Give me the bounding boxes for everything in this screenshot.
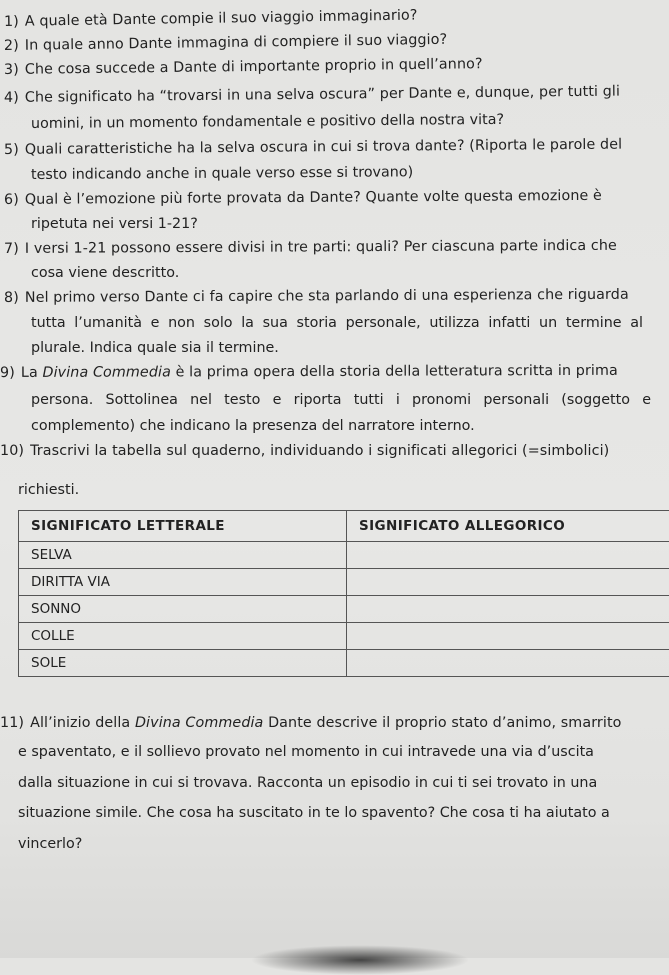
question-number: 1) <box>4 14 19 30</box>
question-9-continuation-1: persona. Sottolinea nel testo e riporta tutti i pronomi personali (soggetto e <box>31 390 651 410</box>
question-text: Che cosa succede a Dante di importante proprio in quell’anno? <box>25 56 483 78</box>
question-11-continuation-2: dalla situazione in cui si trovava. Racconta un episodio in cui ti sei trovato in una <box>18 773 669 793</box>
question-text: I versi 1-21 possono essere divisi in tre parti: quali? Per ciascuna parte indica che <box>25 238 617 257</box>
header-literal-meaning: SIGNIFICATO LETTERALE <box>19 511 347 542</box>
question-8 <box>4 285 629 308</box>
question-11-continuation-4: vincerlo? <box>18 834 82 854</box>
question-9: 9) La Divina Commedia è la prima opera della storia della letteratura scritta in prima <box>0 361 618 383</box>
answer-cell[interactable] <box>347 542 669 569</box>
question-number: 9) <box>0 365 15 381</box>
question-number: 2) <box>4 38 19 54</box>
question-text: Nel primo verso Dante ci fa capire che sta parlando di una esperienza che riguarda <box>25 287 629 306</box>
question-8-continuation-2: plurale. Indica quale sia il termine. <box>31 338 279 358</box>
question-text: Trascrivi la tabella sul quaderno, individuando i significati allegorici (=simbolici) <box>30 443 609 459</box>
question-7 <box>4 236 617 259</box>
question-number: 3) <box>4 62 19 78</box>
question-11-continuation-1: e spaventato, e il sollievo provato nel momento in cui intravede una via d’uscita <box>18 742 669 762</box>
row-label: SONNO <box>19 596 347 623</box>
question-number: 10) <box>0 443 24 459</box>
book-title: Divina Commedia <box>42 364 171 380</box>
question-text: Che significato ha “trovarsi in una selva oscura” per Dante e, dunque, per tutti gli <box>25 84 620 106</box>
table-row <box>19 623 669 650</box>
question-7-continuation: cosa viene descritto. <box>31 263 179 283</box>
question-3 <box>4 54 483 80</box>
question-10 <box>0 441 609 461</box>
question-10-continuation: richiesti. <box>18 480 79 500</box>
row-label: DIRITTA VIA <box>19 569 347 596</box>
question-2 <box>4 30 448 56</box>
row-label: COLLE <box>19 623 347 650</box>
question-number: 5) <box>4 142 19 158</box>
question-number: 11) <box>0 715 24 731</box>
question-text: A quale età Dante compie il suo viaggio immaginario? <box>25 8 418 30</box>
book-title: Divina Commedia <box>135 715 263 731</box>
question-4 <box>4 81 632 108</box>
answer-cell[interactable] <box>347 623 669 650</box>
question-6 <box>4 186 602 210</box>
header-allegorical-meaning: SIGNIFICATO ALLEGORICO <box>347 511 669 542</box>
question-9-continuation-2: complemento) che indicano la presenza del narratore interno. <box>31 416 475 436</box>
question-number: 6) <box>4 192 19 208</box>
question-11: 11) All’inizio della Divina Commedia Dante descrive il proprio stato d’animo, smarrito <box>0 713 622 733</box>
question-number: 4) <box>4 90 19 106</box>
question-text: In quale anno Dante immagina di compiere il suo viaggio? <box>25 32 448 54</box>
row-label: SOLE <box>19 650 347 677</box>
table-row <box>19 542 669 569</box>
question-1 <box>4 6 418 32</box>
row-label: SELVA <box>19 542 347 569</box>
question-number: 8) <box>4 290 19 306</box>
shadow-decoration <box>250 945 470 975</box>
question-11-continuation-3: situazione simile. Che cosa ha suscitato in te lo spavento? Che cosa ti ha aiutato a <box>18 803 669 823</box>
question-5 <box>4 135 622 160</box>
question-4-continuation: uomini, in un momento fondamentale e positivo della nostra vita? <box>31 110 504 134</box>
question-6-continuation: ripetuta nei versi 1-21? <box>31 214 198 234</box>
table-row <box>19 569 669 596</box>
question-text: Qual è l’emozione più forte provata da Dante? Quante volte questa emozione è <box>25 188 602 208</box>
table-row <box>19 596 669 623</box>
table-row <box>19 650 669 677</box>
question-number: 7) <box>4 241 19 257</box>
answer-cell[interactable] <box>347 569 669 596</box>
allegory-table <box>18 510 669 677</box>
table-header-row <box>19 511 669 542</box>
question-8-continuation-1: tutta l’umanità e non solo la sua storia personale, utilizza infatti un termine al <box>31 313 643 333</box>
answer-cell[interactable] <box>347 650 669 677</box>
question-text: Quali caratteristiche ha la selva oscura in cui si trova dante? (Riporta le parole del <box>25 137 622 158</box>
answer-cell[interactable] <box>347 596 669 623</box>
question-5-continuation: testo indicando anche in quale verso esse si trovano) <box>31 162 413 185</box>
